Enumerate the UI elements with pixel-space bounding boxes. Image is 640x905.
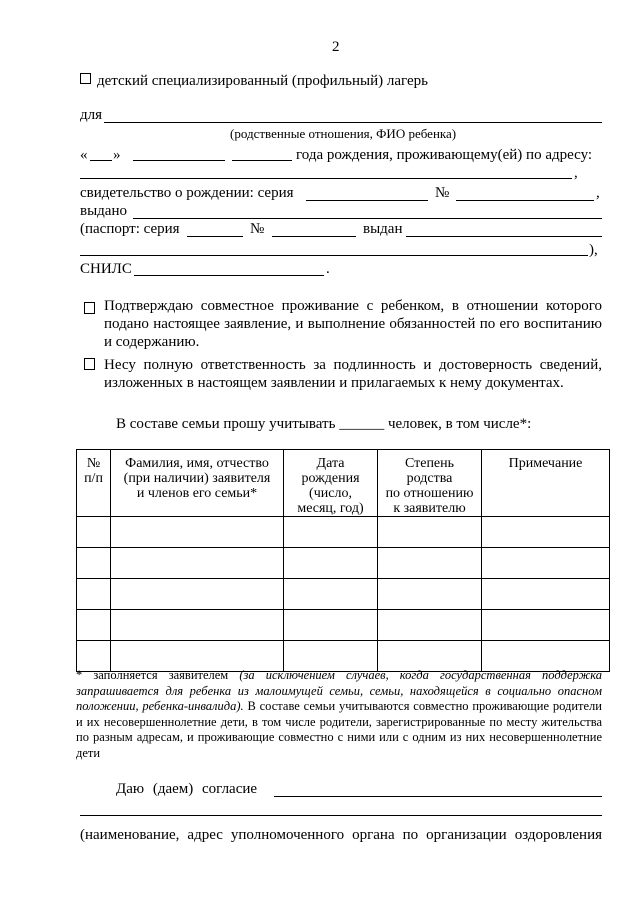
dob-day-field[interactable] <box>90 160 112 161</box>
page-number: 2 <box>332 39 340 55</box>
table-cell[interactable] <box>284 517 378 548</box>
issued-label: выдано <box>80 203 127 219</box>
passport-continuation-field[interactable] <box>80 255 588 256</box>
table-cell[interactable] <box>482 517 610 548</box>
for-label: для <box>80 107 103 123</box>
authority-text: (наименование, адрес уполномоченного органа по организации оздоровления <box>80 827 602 843</box>
family-suffix: человек, в том числе*: <box>387 416 532 432</box>
col-birthdate-header: Дата рождения (число, месяц, год) <box>284 450 378 517</box>
dob-quote-close: » <box>113 147 121 163</box>
table-cell[interactable] <box>378 548 482 579</box>
address-field[interactable] <box>80 178 572 179</box>
relation-hint: (родственные отношения, ФИО ребенка) <box>230 126 457 141</box>
table-cell[interactable] <box>111 610 284 641</box>
col-note-header: Примечание <box>482 450 610 517</box>
family-members-table <box>76 449 610 672</box>
table-cell[interactable] <box>77 548 111 579</box>
table-cell[interactable] <box>378 641 482 672</box>
confirm-text: Подтверждаю совместное проживание с ребенком, в отношении которого подано настоящее заявление, и выполнение обязанностей по его воспитанию и содержанию. <box>104 298 602 350</box>
passport-series-field[interactable] <box>187 236 243 237</box>
table-cell[interactable] <box>111 641 284 672</box>
table-cell[interactable] <box>111 548 284 579</box>
table-cell[interactable] <box>284 641 378 672</box>
table-cell[interactable] <box>111 517 284 548</box>
table-cell[interactable] <box>482 641 610 672</box>
family-count-field[interactable]: ______ <box>339 416 385 432</box>
col-name-header: Фамилия, имя, отчество (при наличии) заявителя и членов его семьи* <box>111 450 284 517</box>
family-count-row <box>116 415 531 433</box>
footnote <box>76 668 602 761</box>
responsibility-text: Несу полную ответственность за подлинность и достоверность сведений, изложенных в настоящем заявлении и прилагаемых к нему документах. <box>104 357 602 391</box>
table-cell[interactable] <box>77 610 111 641</box>
dob-month-field[interactable] <box>133 160 225 161</box>
consent-field[interactable] <box>274 796 602 797</box>
table-row <box>77 517 610 548</box>
consent-label: Даю (даем) согласие <box>116 781 258 797</box>
table-cell[interactable] <box>284 548 378 579</box>
table-cell[interactable] <box>482 610 610 641</box>
snils-field[interactable] <box>134 275 324 276</box>
snils-end: . <box>326 261 330 277</box>
table-cell[interactable] <box>77 579 111 610</box>
dob-quote-open: « <box>80 147 88 163</box>
table-cell[interactable] <box>482 579 610 610</box>
footnote-rest: В составе семьи учитываются совместно проживающие родители и их несовершеннолетние дети, в том числе родители, зарегистрированные по месту жительства по разным адресам, и проживающие совместно с ними или с одним из них несовершеннолетние дети <box>76 699 602 760</box>
table-cell[interactable] <box>284 610 378 641</box>
table-cell[interactable] <box>284 579 378 610</box>
birth-cert-series-field[interactable] <box>306 200 428 201</box>
passport-number-sign: № <box>250 221 265 237</box>
table-cell[interactable] <box>77 641 111 672</box>
footnote-italic: (за исключением случаев, когда государственная поддержка запрашивается для ребенка из малоимущей семьи, семьи, находящейся в социально опасном положении, ребенка-инвалида). <box>76 668 603 713</box>
responsibility-checkbox-icon[interactable] <box>84 358 95 370</box>
issued-field[interactable] <box>133 218 602 219</box>
table-row <box>77 610 610 641</box>
child-name-field[interactable] <box>104 122 602 123</box>
table-cell[interactable] <box>111 579 284 610</box>
passport-label: (паспорт: серия <box>80 221 180 237</box>
footnote-lead: заполняется заявителем <box>93 668 229 682</box>
table-cell[interactable] <box>378 610 482 641</box>
dob-tail-label: года рождения, проживающему(ей) по адресу: <box>296 147 593 163</box>
table-row <box>77 548 610 579</box>
table-row <box>77 579 610 610</box>
birth-cert-number-sign: № <box>435 185 450 201</box>
birth-cert-number-field[interactable] <box>456 200 594 201</box>
table-cell[interactable] <box>77 517 111 548</box>
col-relation-header: Степень родства по отношению к заявителю <box>378 450 482 517</box>
col-number-header: № п/п <box>77 450 111 517</box>
passport-issued-field[interactable] <box>406 236 602 237</box>
passport-number-field[interactable] <box>272 236 356 237</box>
birth-cert-label: свидетельство о рождении: серия <box>80 185 294 201</box>
confirm-checkbox-icon[interactable] <box>84 302 95 314</box>
camp-option-label: детский специализированный (профильный) лагерь <box>97 73 428 89</box>
passport-issued-label: выдан <box>363 221 403 237</box>
camp-option-row[interactable] <box>80 72 428 90</box>
table-cell[interactable] <box>482 548 610 579</box>
footnote-star: * <box>76 668 83 682</box>
table-row <box>77 641 610 672</box>
table-cell[interactable] <box>378 517 482 548</box>
consent-field-2[interactable] <box>80 815 602 816</box>
checkbox-icon[interactable] <box>80 73 91 84</box>
passport-end: ), <box>589 242 598 258</box>
dob-year-field[interactable] <box>232 160 292 161</box>
birth-cert-comma: , <box>596 185 600 201</box>
family-prefix: В составе семьи прошу учитывать <box>116 416 336 432</box>
table-cell[interactable] <box>378 579 482 610</box>
table-header-row <box>77 450 610 517</box>
address-end: , <box>574 165 578 181</box>
snils-label: СНИЛС <box>80 261 132 277</box>
